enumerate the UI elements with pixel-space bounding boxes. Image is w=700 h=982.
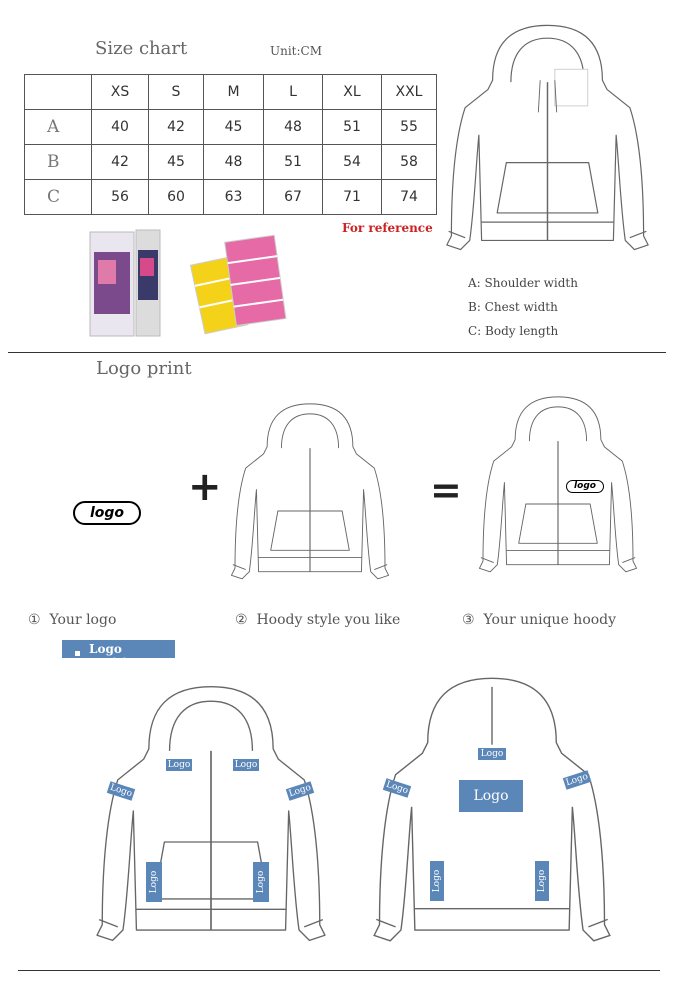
bullet-icon [75,651,80,656]
logo-tag-back-right-sleeve: Logo [564,771,590,789]
section-divider [8,352,666,353]
logo-position-title: Logo position [89,642,144,670]
logo-tag-back-right-hem: Logo [535,861,549,901]
row-label-a: A [25,110,92,145]
logo-tag-left-chest: Logo [167,760,191,770]
table-cell: 63 [204,180,264,215]
table-corner-cell [25,75,92,110]
sample-logo: logo [73,501,141,525]
table-cell: 42 [92,145,149,180]
step-label: Hoody style you like [256,612,401,628]
table-cell: 60 [149,180,204,215]
logo-tag-neck: Logo [478,748,506,760]
logo-tag-left-sleeve: Logo [287,782,313,800]
table-cell: 45 [149,145,204,180]
plus-sign: + [188,464,222,510]
table-cell: 67 [264,180,323,215]
reference-note: For reference [342,221,433,235]
logo-tag-right-chest: Logo [234,760,258,770]
logo-print-title: Logo print [96,358,192,379]
unique-hoodie-logo: logo [566,480,604,493]
row-label-c: C [25,180,92,215]
logo-tag-back-left-sleeve: Logo [384,779,410,797]
table-cell: 71 [323,180,382,215]
step-number: ③ [462,612,475,628]
unique-hoodie-image [478,384,638,584]
legend-chest-width: B: Chest width [468,300,558,314]
step-number: ① [28,612,41,628]
table-cell: 58 [382,145,437,180]
bottom-divider [18,970,660,971]
equals-sign: = [430,468,462,512]
table-row [25,145,437,180]
legend-body-length: C: Body length [468,324,559,338]
logo-position-banner [62,640,175,670]
size-chart-title: Size chart [95,38,188,59]
size-header-xs: XS [92,75,149,110]
step-3 [462,612,616,628]
hoodie-front-positions-image [95,668,327,958]
table-row [25,110,437,145]
logo-tag-back-center: Logo [459,780,523,812]
table-cell: 56 [92,180,149,215]
step-1 [28,612,116,628]
logo-tag-left-hem: Logo [253,862,269,902]
legend-shoulder-width: A: Shoulder width [468,276,578,290]
step-number: ② [235,612,248,628]
table-cell: 74 [382,180,437,215]
logo-tag-right-hem: Logo [146,862,162,902]
hoodie-measurement-image [445,12,650,262]
table-cell: 54 [323,145,382,180]
logo-tag-back-left-hem: Logo [430,861,444,901]
size-header-l: L [264,75,323,110]
table-cell: 55 [382,110,437,145]
step-label: Your unique hoody [483,612,617,628]
size-header-s: S [149,75,204,110]
size-header-xxl: XXL [382,75,437,110]
table-cell: 51 [323,110,382,145]
table-cell: 48 [204,145,264,180]
logo-tag-right-sleeve: Logo [108,782,134,800]
table-cell: 40 [92,110,149,145]
step-label: Your logo [49,612,117,628]
table-header-row [25,75,437,110]
size-chart-table [24,74,437,215]
table-row [25,180,437,215]
table-cell: 45 [204,110,264,145]
row-label-b: B [25,145,92,180]
size-header-m: M [204,75,264,110]
hoodie-style-image [230,382,390,600]
step-2 [235,612,400,628]
size-header-xl: XL [323,75,382,110]
table-cell: 48 [264,110,323,145]
table-cell: 51 [264,145,323,180]
table-cell: 42 [149,110,204,145]
color-swatch-books-image [88,228,288,340]
unit-label: Unit:CM [270,44,323,58]
